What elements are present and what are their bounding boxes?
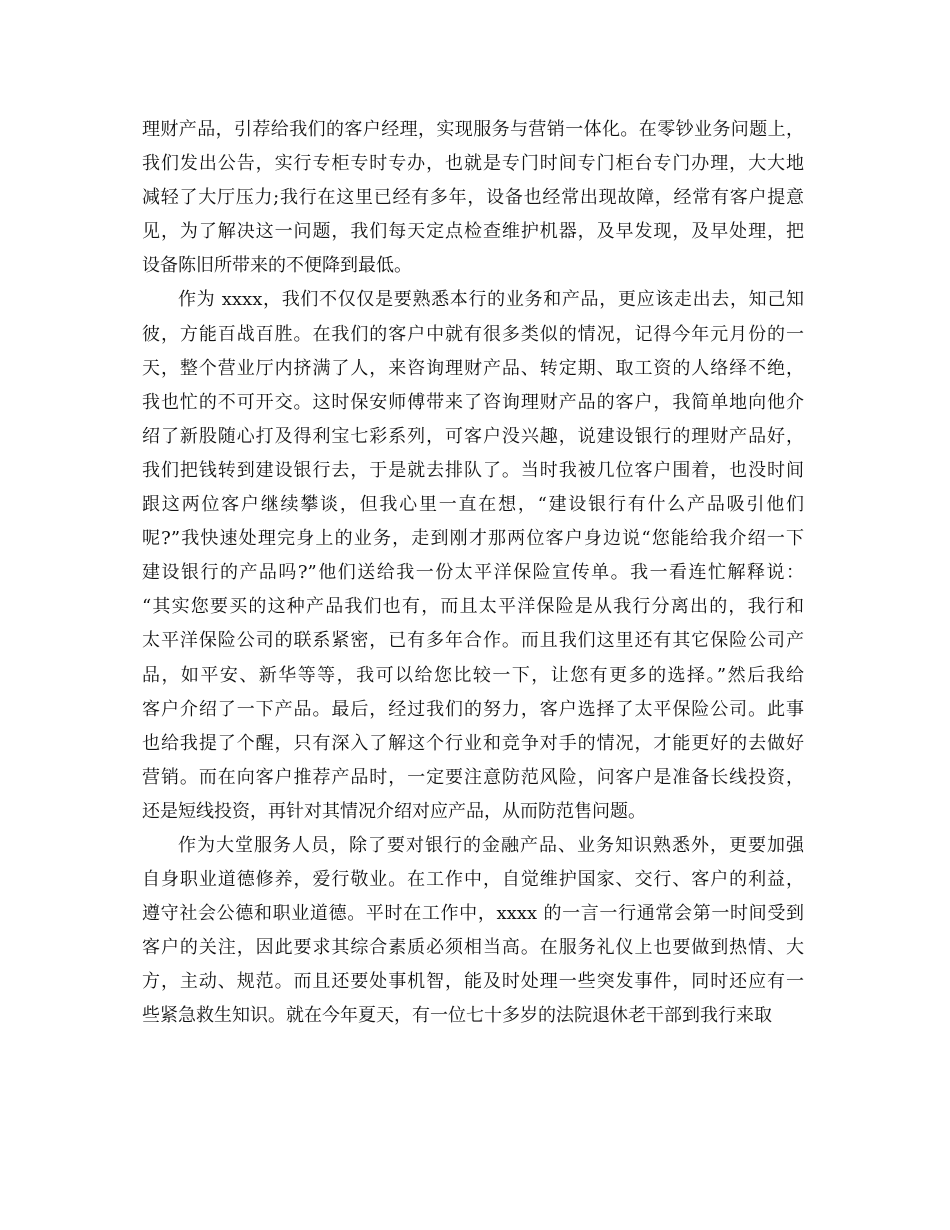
text-line: “其实您要买的这种产品我们也有，而且太平洋保险是从我行分离出的，我行和	[142, 596, 804, 618]
text-line: 理财产品，引荐给我们的客户经理，实现服务与营销一体化。在零钞业务问题上，	[142, 119, 804, 140]
text-line: 作为大堂服务人员，除了要对银行的金融产品、业务知识熟悉外，更要加强	[178, 834, 804, 856]
text-line: 我们发出公告，实行专柜专时专办，也就是专门时间专门柜台专门办理，大大地	[142, 153, 804, 175]
paragraph-2	[142, 283, 804, 829]
document-body	[142, 113, 804, 1034]
text-line: 还是短线投资，再针对其情况介绍对应产品，从而防范售问题。	[142, 800, 646, 822]
text-line: 见，为了解决这一问题，我们每天定点检查维护机器，及早发现，及早处理，把	[142, 221, 804, 243]
text-line: 绍了新股随心打及得利宝七彩系列，可客户没兴趣，说建设银行的理财产品好，	[142, 425, 804, 447]
text-line: 作为 xxxx，我们不仅仅是要熟悉本行的业务和产品，更应该走出去，知己知	[178, 289, 804, 311]
text-line: 客户介绍了一下产品。最后，经过我们的努力，客户选择了太平保险公司。此事	[142, 698, 804, 720]
text-line: 彼，方能百战百胜。在我们的客户中就有很多类似的情况，记得今年元月份的一	[142, 323, 804, 345]
text-line: 呢?”我快速处理完身上的业务，走到刚才那两位客户身边说“您能给我介绍一下	[142, 528, 804, 550]
text-line: 营销。而在向客户推荐产品时，一定要注意防范风险，问客户是准备长线投资，	[142, 766, 804, 788]
text-line: 遵守社会公德和职业道德。平时在工作中，xxxx 的一言一行通常会第一时间受到	[142, 903, 804, 925]
text-line: 也给我提了个醒，只有深入了解这个行业和竞争对手的情况，才能更好的去做好	[142, 732, 804, 754]
text-line: 品，如平安、新华等等，我可以给您比较一下，让您有更多的选择。”然后我给	[142, 664, 804, 686]
text-line: 天，整个营业厅内挤满了人，来咨询理财产品、转定期、取工资的人络绎不绝，	[142, 357, 804, 379]
text-line: 方，主动、规范。而且还要处事机智，能及时处理一些突发事件，同时还应有一	[142, 971, 804, 993]
text-line: 我也忙的不可开交。这时保安师傅带来了咨询理财产品的客户，我简单地向他介	[142, 391, 804, 413]
text-line: 减轻了大厅压力;我行在这里已经有多年，设备也经常出现故障，经常有客户提意	[142, 187, 804, 209]
paragraph-3	[142, 829, 804, 1034]
text-line: 建设银行的产品吗?”他们送给我一份太平洋保险宣传单。我一看连忙解释说：	[142, 562, 804, 584]
paragraph-1	[142, 113, 804, 283]
text-line: 跟这两位客户继续攀谈，但我心里一直在想，“建设银行有什么产品吸引他们	[142, 494, 804, 516]
text-line: 些紧急救生知识。就在今年夏天，有一位七十多岁的法院退休老干部到我行来取	[142, 1005, 772, 1027]
text-line: 客户的关注，因此要求其综合素质必须相当高。在服务礼仪上也要做到热情、大	[142, 937, 804, 959]
text-line: 设备陈旧所带来的不便降到最低。	[142, 255, 412, 277]
text-line: 我们把钱转到建设银行去，于是就去排队了。当时我被几位客户围着，也没时间	[142, 459, 804, 481]
text-line: 太平洋保险公司的联系紧密，已有多年合作。而且我们这里还有其它保险公司产	[142, 630, 804, 652]
text-line: 自身职业道德修养，爱行敬业。在工作中，自觉维护国家、交行、客户的利益，	[142, 869, 804, 891]
